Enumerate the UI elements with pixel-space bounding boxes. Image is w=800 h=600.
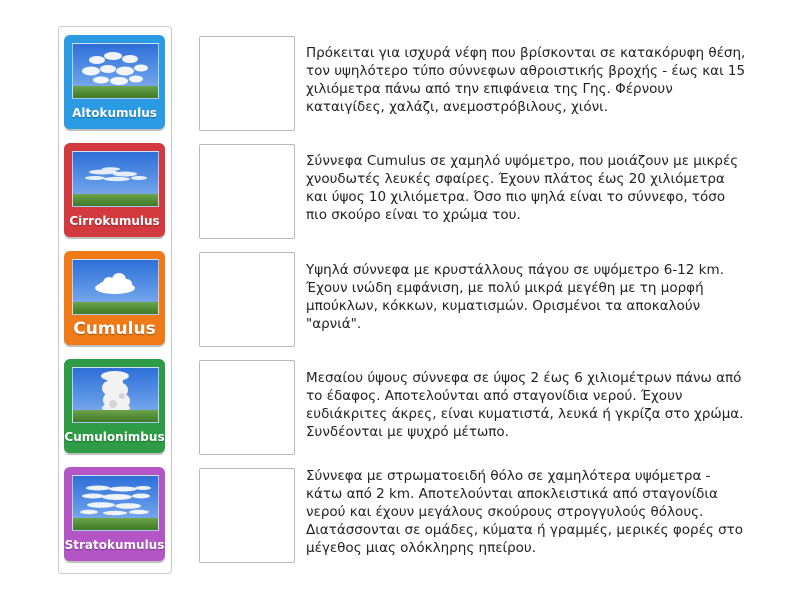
card-label: Cumulonimbus (64, 430, 165, 444)
card-label: Altokumulus (72, 106, 157, 120)
card-stratokumulus[interactable] (64, 467, 165, 561)
drop-slot-3[interactable] (199, 252, 295, 347)
cloud-image (72, 475, 159, 531)
drop-slot-1[interactable] (199, 36, 295, 131)
cloud-image (72, 151, 159, 207)
cloud-image (72, 259, 159, 315)
drop-slot-5[interactable] (199, 468, 295, 563)
cloud-image (72, 367, 159, 423)
drop-slot-2[interactable] (199, 144, 295, 239)
card-cirrokumulus[interactable] (64, 143, 165, 237)
card-label: Cumulus (73, 319, 156, 339)
card-cumulus[interactable] (64, 251, 165, 345)
description-5: Σύννεφα με στρωματοειδή θόλο σε χαμηλότερα υψόμετρα - κάτω από 2 km. Αποτελούνται αποκλειστικά από σταγονίδια νερού και έχουν μεγάλους σκούρους στρογγυλούς θόλους. Διατάσσονται σε ομάδες, κύματα ή γραμμές, μερικές φορές στο μέγεθος μιας ολόκληρης ηπείρου. (306, 468, 744, 556)
card-label: Cirrokumulus (69, 214, 160, 228)
drop-slot-4[interactable] (199, 360, 295, 455)
cloud-image (72, 43, 159, 99)
description-2: Σύννεφα Cumulus σε χαμηλό υψόμετρο, που μοιάζουν με μικρές χνουδωτές λευκές σφαίρες. Έχουν πλάτος έως 20 χιλιόμετρα και ύψος 10 χιλιόμετρα. Όσο πιο ψηλά είναι το σύννεφο, τόσο πιο σκούρο είναι το χρώμα του. (306, 153, 739, 223)
card-cumulonimbus[interactable] (64, 359, 165, 453)
description-1: Πρόκειται για ισχυρά νέφη που βρίσκονται σε κατακόρυφη θέση, τον υψηλότερο τύπο σύννεφων αθροιστικής βροχής - έως και 15 χιλιόμετρα πάνω από την επιφάνεια της Γης. Φέρνουν καταιγίδες, χαλάζι, ανεμοστρόβιλους, χιόνι. (306, 45, 746, 115)
card-altokumulus[interactable] (64, 35, 165, 129)
description-3: Υψηλά σύννεφα με κρυστάλλους πάγου σε υψόμετρο 6-12 km. Έχουν ινώδη εμφάνιση, με πολύ μικρά μεγέθη με τη μορφή μπούκλων, κόκκων, κυματισμών. Ορισμένοι τα αποκαλούν "αρνιά". (306, 262, 724, 332)
description-4: Μεσαίου ύψους σύννεφα σε ύψος 2 έως 6 χιλιομέτρων πάνω από το έδαφος. Αποτελούνται από σταγονίδια νερού. Έχουν ευδιάκριτες άκρες, είναι κυματιστά, λευκά ή γκρίζα στο χρώμα. Συνδέονται με ψυχρό μέτωπο. (306, 370, 744, 440)
card-label: Stratokumulus (64, 538, 165, 552)
